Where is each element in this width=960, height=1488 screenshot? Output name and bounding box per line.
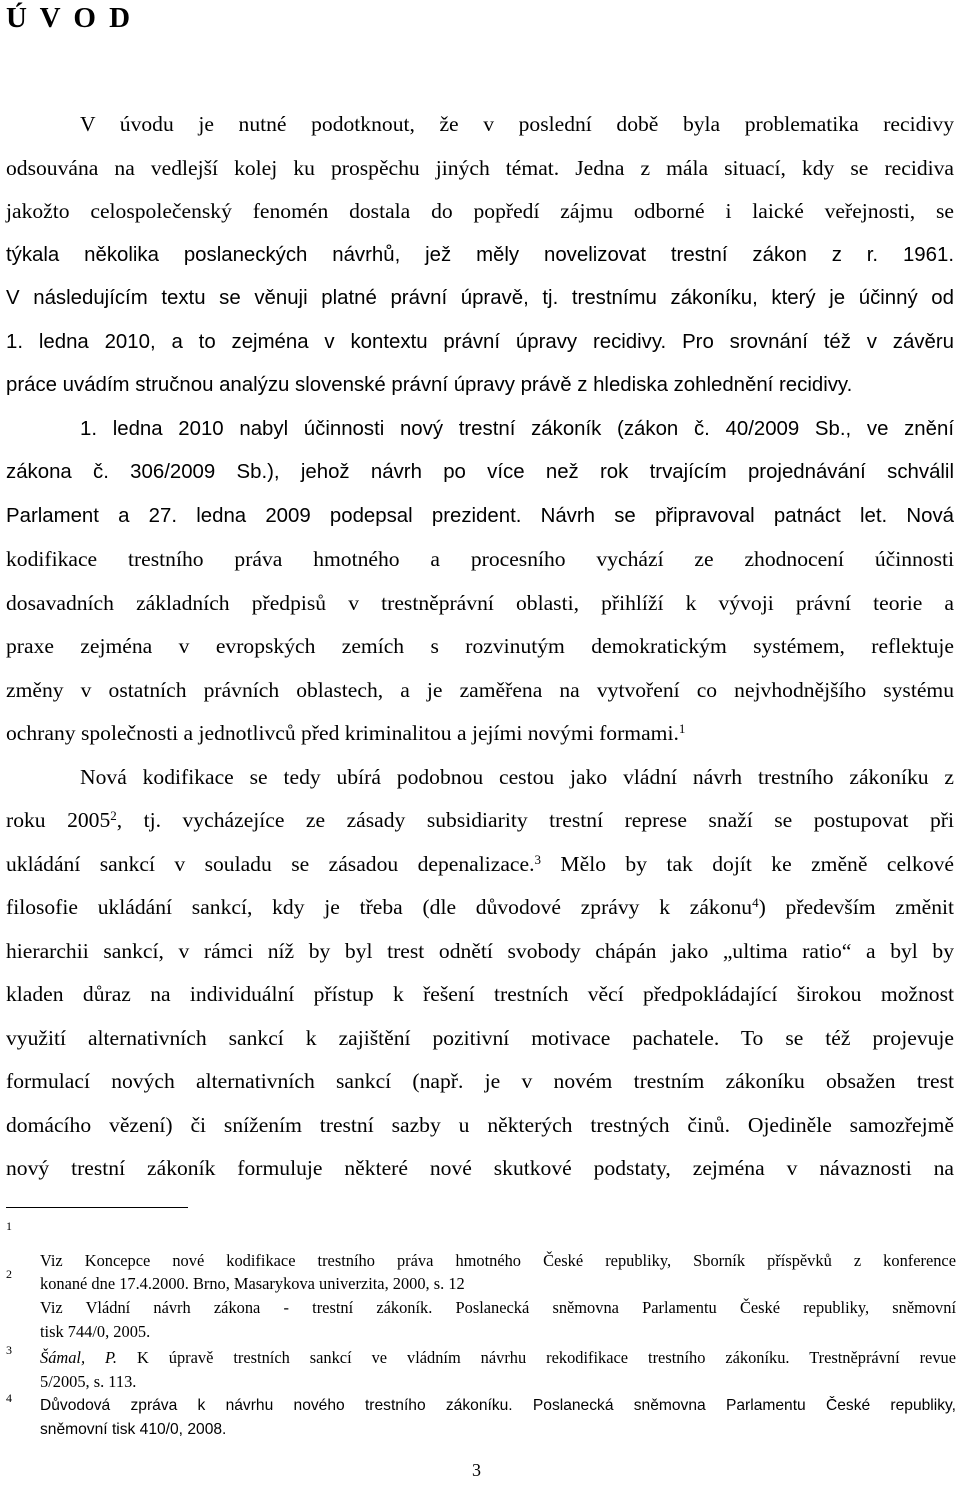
footnote-ref: 1	[678, 721, 686, 736]
text-line: 1. ledna 2010, a to zejména v kontextu právní úpravy recidivy. Pro srovnání též v závěru	[6, 331, 954, 353]
text-line	[6, 894, 954, 920]
text-line: Parlament a 27. ledna 2009 podepsal prezident. Návrh se připravoval patnáct let. Nová	[6, 505, 954, 527]
text-line: týkala několika poslaneckých návrhů, jež měly novelizovat trestní zákon z r. 1961.	[6, 244, 954, 266]
footnote-line: konané dne 17.4.2000. Brno, Masarykova univerzita, 2000, s. 12	[40, 1274, 465, 1293]
text-span: ochrany společnosti a jednotlivců před kriminalitou a jejími novými formami.	[6, 721, 679, 745]
text-line	[6, 851, 954, 877]
footnote-number: 1	[6, 1219, 12, 1233]
footnote-divider	[6, 1207, 188, 1208]
text-line	[6, 720, 954, 746]
text-span: ) především změnit	[758, 895, 955, 919]
page-number: 3	[472, 1460, 481, 1480]
footnote-line: Viz Koncepce nové kodifikace trestního práva hmotného České republiky, Sborník příspěvků z konference	[40, 1251, 956, 1270]
text-span: roku 2005	[6, 808, 111, 832]
footnote-number: 3	[6, 1343, 12, 1357]
text-line: praxe zejména v evropských zemích s rozvinutým demokratickým systémem, reflektuje	[6, 634, 954, 658]
footnote-line: Viz Vládní návrh zákona - trestní zákoník. Poslanecká sněmovna Parlamentu České republiky, sněmovní	[40, 1298, 956, 1317]
text-span: , tj. vycházejíce ze zásady subsidiarity trestní represe snaží se postupovat při	[116, 808, 954, 832]
text-span: ukládání sankcí v souladu se zásadou depenalizace.	[6, 852, 535, 876]
footnote-ref: 2	[110, 808, 117, 823]
text-line: jakožto celospolečenský fenomén dostala do popředí zájmu odborné i laické veřejnosti, se	[6, 199, 954, 223]
footnote-line: sněmovní tisk 410/0, 2008.	[40, 1421, 227, 1438]
footnote-line: Důvodová zpráva k návrhu nového trestního zákoníku. Poslanecká sněmovna Parlamentu České republiky,	[40, 1397, 956, 1414]
text-line: Nová kodifikace se tedy ubírá podobnou cestou jako vládní návrh trestního zákoníku z	[80, 765, 954, 789]
text-line: nový trestní zákoník formuluje některé nové skutkové podstaty, zejména v návaznosti na	[6, 1156, 954, 1180]
text-line: dosavadních základních předpisů v trestněprávní oblasti, přihlíží k vývoji právní teorie a	[6, 591, 954, 615]
text-line: odsouvána na vedlejší kolej ku prospěchu jiných témat. Jedna z mála situací, kdy se recidiva	[6, 156, 954, 180]
text-line: zákona č. 306/2009 Sb.), jehož návrh po více než rok trvajícím projednávání schválil	[6, 461, 954, 483]
text-line: V úvodu je nutné podotknout, že v poslední době byla problematika recidivy	[80, 112, 954, 136]
footnote-ref: 4	[752, 895, 759, 910]
section-heading: Ú V O D	[6, 2, 134, 34]
footnote-ref: 3	[534, 852, 541, 867]
text-line: hierarchii sankcí, v rámci níž by byl trest odnětí svobody chápán jako „ultima ratio“ a byl by	[6, 939, 954, 963]
text-line: využití alternativních sankcí k zajištění pozitivní motivace pachatele. To se též projevuje	[6, 1026, 954, 1050]
footnote-number: 2	[6, 1267, 12, 1281]
footnote-line: tisk 744/0, 2005.	[40, 1322, 151, 1341]
text-line: kladen důraz na individuální přístup k řešení trestních věcí předpokládající širokou možnost	[6, 982, 954, 1006]
text-span: K úpravě trestních sankcí ve vládním návrhu rekodifikace trestního zákoníku. Trestněprávní revue	[117, 1348, 956, 1367]
text-line: práce uvádím stručnou analýzu slovenské právní úpravy právě z hlediska zohlednění recidivy.	[6, 374, 853, 396]
text-line: V následujícím textu se věnuji platné právní úpravě, tj. trestnímu zákoníku, který je účinný od	[6, 287, 954, 309]
footnote-number: 4	[6, 1391, 12, 1405]
footnote-line	[40, 1348, 956, 1368]
text-line: kodifikace trestního práva hmotného a procesního vychází ze zhodnocení účinnosti	[6, 547, 954, 571]
text-line: formulací nových alternativních sankcí (např. je v novém trestním zákoníku obsažen trest	[6, 1069, 954, 1093]
text-line: 1. ledna 2010 nabyl účinnosti nový trestní zákoník (zákon č. 40/2009 Sb., ve znění	[80, 418, 954, 440]
text-span: filosofie ukládání sankcí, kdy je třeba (dle důvodové zprávy k zákonu	[6, 895, 753, 919]
text-line	[6, 807, 954, 833]
text-span: Mělo by tak dojít ke změně celkové	[540, 852, 955, 876]
footnote-line: 5/2005, s. 113.	[40, 1372, 137, 1391]
author-name: Šámal, P.	[40, 1348, 118, 1367]
text-line: domácího vězení) či snížením trestní sazby u některých trestných činů. Ojediněle samozřejmě	[6, 1113, 954, 1137]
text-line: změny v ostatních právních oblastech, a je zaměřena na vytvoření co nejvhodnějšího systému	[6, 678, 954, 702]
